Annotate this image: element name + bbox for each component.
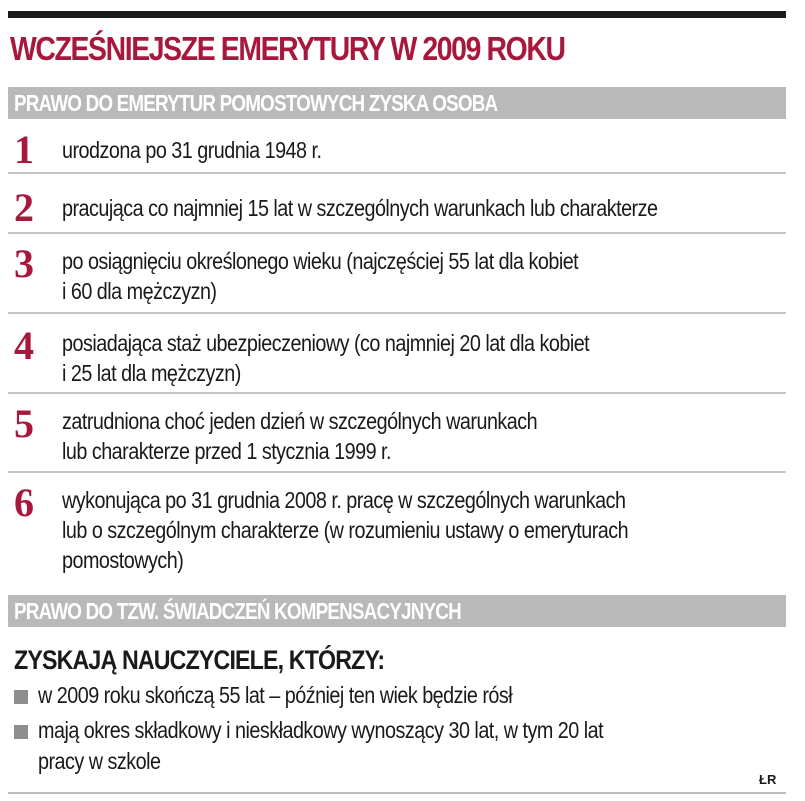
item-text — [62, 193, 657, 223]
item-line: pomostowych) — [62, 547, 184, 573]
section-heading-bridging-pensions — [8, 87, 786, 119]
item-line: i 25 lat dla mężczyzn) — [62, 360, 241, 386]
divider — [8, 392, 786, 394]
item-text — [62, 406, 537, 466]
item-line: posiadająca staż ubezpieczeniowy (co najmniej 20 lat dla kobiet — [62, 330, 590, 356]
section-heading-text: PRAWO DO TZW. ŚWIADCZEŃ KOMPENSACYJNYCH — [14, 598, 461, 624]
bullet-line: mają okres składkowy i nieskładkowy wynoszący 30 lat, w tym 20 lat — [38, 717, 604, 743]
item-number: 3 — [14, 241, 34, 286]
item-text — [62, 246, 578, 306]
bottom-rule — [8, 792, 786, 794]
divider — [8, 312, 786, 314]
divider — [8, 471, 786, 473]
item-line: urodzona po 31 grudnia 1948 r. — [62, 137, 322, 163]
item-number: 5 — [14, 401, 34, 446]
item-number: 1 — [14, 127, 34, 172]
item-number: 6 — [14, 480, 34, 525]
item-text — [62, 485, 628, 575]
item-line: i 60 dla mężczyzn) — [62, 278, 217, 304]
item-line: pracująca co najmniej 15 lat w szczególnych warunkach lub charakterze — [62, 195, 658, 221]
bullet-text — [38, 715, 603, 777]
item-number: 2 — [14, 185, 34, 230]
top-rule — [8, 11, 786, 18]
item-text — [62, 328, 589, 388]
subheading: ZYSKAJĄ NAUCZYCIELE, KTÓRZY: — [14, 645, 385, 675]
page-title: WCZEŚNIEJSZE EMERYTURY W 2009 ROKU — [10, 30, 565, 67]
item-text — [62, 135, 321, 165]
item-line: po osiągnięciu określonego wieku (najczęściej 55 lat dla kobiet — [62, 248, 579, 274]
item-line: zatrudniona choć jeden dzień w szczególnych warunkach — [62, 408, 538, 434]
divider — [8, 232, 786, 234]
bullet-line: pracy w szkole — [38, 748, 161, 774]
section-heading-text: PRAWO DO EMERYTUR POMOSTOWYCH ZYSKA OSOBA — [14, 90, 498, 116]
square-bullet-icon — [14, 725, 28, 739]
bullet-text — [38, 680, 512, 711]
bullet-line: w 2009 roku skończą 55 lat – później ten wiek będzie rósł — [38, 682, 513, 708]
item-line: lub o szczególnym charakterze (w rozumieniu ustawy o emeryturach — [62, 517, 629, 543]
author-initials: ŁR — [759, 772, 777, 787]
item-line: lub charakterze przed 1 stycznia 1999 r. — [62, 438, 392, 464]
item-number: 4 — [14, 323, 34, 368]
item-line: wykonująca po 31 grudnia 2008 r. pracę w szczególnych warunkach — [62, 487, 626, 513]
square-bullet-icon — [14, 690, 28, 704]
section-heading-compensation — [8, 595, 786, 627]
divider — [8, 172, 786, 174]
